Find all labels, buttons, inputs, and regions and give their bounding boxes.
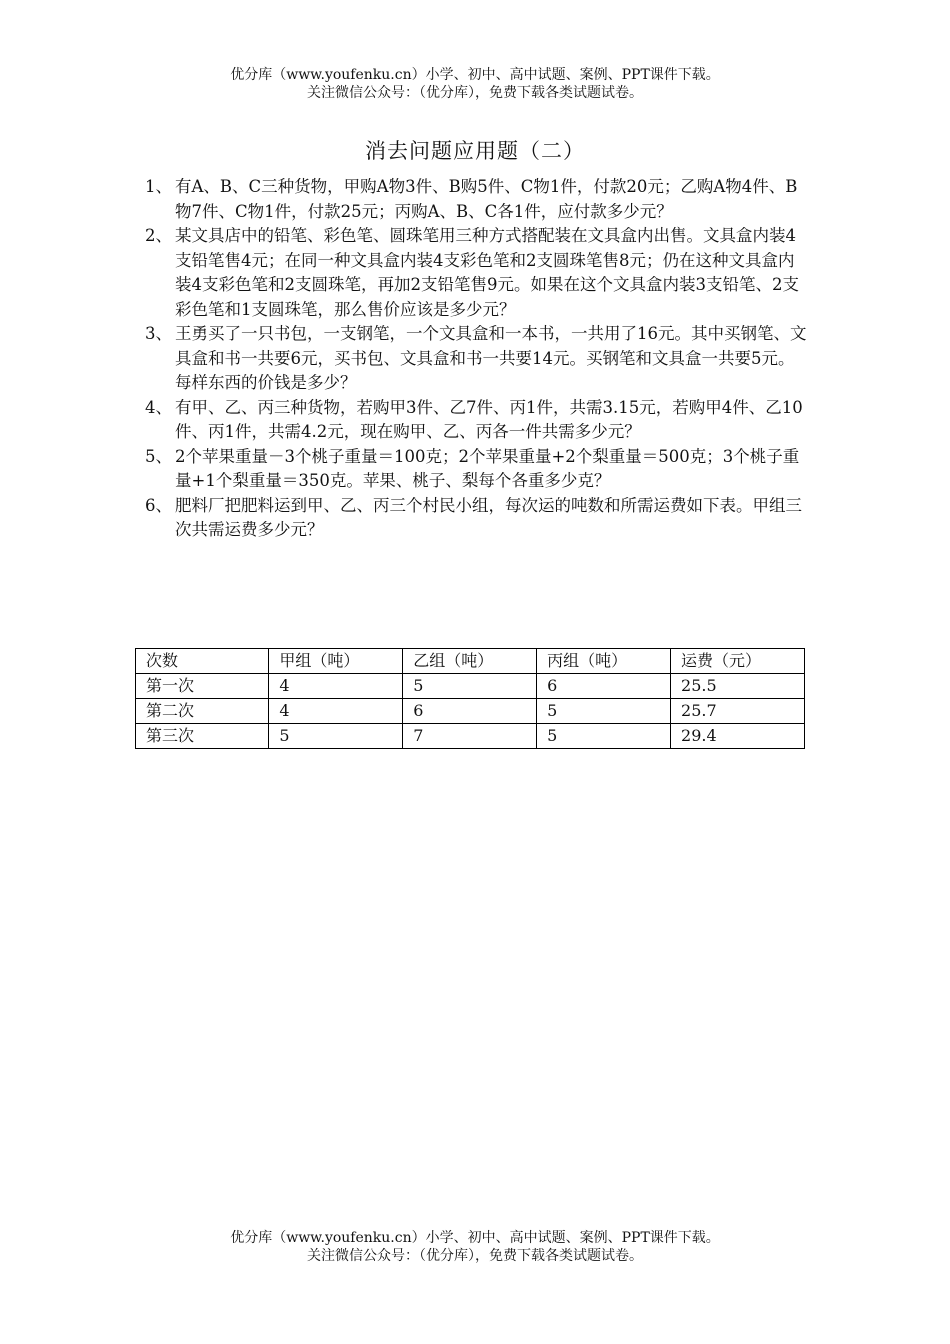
table-cell: 6: [537, 674, 671, 699]
table-cell: 第一次: [136, 674, 269, 699]
problem-text: 某文具店中的铅笔、彩色笔、圆珠笔用三种方式搭配装在文具盒内出售。文具盒内装4支铅笔售4元；在同一种文具盒内装4支彩色笔和2支圆珠笔售8元；仍在这种文具盒内装4支彩色笔和2支圆珠笔，再加2支铅笔售9元。如果在这个文具盒内装3支铅笔、2支彩色笔和1支圆珠笔，那么售价应该是多少元？: [175, 226, 799, 319]
problem-text: 有甲、乙、丙三种货物，若购甲3件、乙7件、丙1件，共需3.15元，若购甲4件、乙10件、丙1件，共需4.2元，现在购甲、乙、丙各一件共需多少元？: [175, 397, 803, 441]
table-header-cell: 甲组（吨）: [269, 649, 403, 674]
freight-table: [135, 648, 805, 749]
table-cell: 29.4: [671, 724, 805, 749]
table-cell: 5: [537, 724, 671, 749]
table-header-cell: 次数: [136, 649, 269, 674]
table-cell: 4: [269, 699, 403, 724]
problem-5: [145, 445, 809, 494]
table-cell: 第二次: [136, 699, 269, 724]
problem-1: [145, 175, 809, 224]
problem-3: [145, 322, 809, 396]
problem-text: 有A、B、C三种货物，甲购A物3件、B购5件、C物1件，付款20元；乙购A物4件、B物7件、C物1件，付款25元；丙购A、B、C各1件，应付款多少元？: [175, 177, 798, 221]
problem-text: 2个苹果重量－3个桃子重量＝100克；2个苹果重量+2个梨重量＝500克；3个桃子重量+1个梨重量＝350克。苹果、桃子、梨每个各重多少克？: [175, 446, 800, 490]
table-header-row: [136, 649, 805, 674]
problem-text: 王勇买了一只书包，一支钢笔，一个文具盒和一本书，一共用了16元。其中买钢笔、文具盒和书一共要6元，买书包、文具盒和书一共要14元。买钢笔和文具盒一共要5元。每样东西的价钱是多少？: [175, 324, 807, 392]
problem-number: 4、: [145, 397, 172, 417]
table-cell: 6: [403, 699, 537, 724]
table-cell: 4: [269, 674, 403, 699]
problem-4: [145, 396, 809, 445]
table-cell: 5: [537, 699, 671, 724]
problem-number: 3、: [145, 324, 172, 343]
page-footer: [0, 1229, 950, 1265]
problem-6: [145, 494, 809, 543]
table-cell: 5: [269, 724, 403, 749]
table-header-cell: 丙组（吨）: [537, 649, 671, 674]
footer-line-2: 关注微信公众号：（优分库），免费下载各类试题试卷。: [307, 1248, 643, 1264]
page-header: [0, 66, 950, 102]
table-cell: 25.7: [671, 699, 805, 724]
problem-number: 5、: [145, 446, 172, 466]
problem-2: [145, 224, 809, 322]
page-title: 消去问题应用题（二）: [365, 139, 585, 163]
table-header-cell: 运费（元）: [671, 649, 805, 674]
table-cell: 第三次: [136, 724, 269, 749]
table-row: [136, 699, 805, 724]
problem-number: 6、: [145, 495, 172, 515]
problem-number: 1、: [145, 177, 172, 196]
problem-number: 2、: [145, 226, 172, 245]
table-header-cell: 乙组（吨）: [403, 649, 537, 674]
table-cell: 7: [403, 724, 537, 749]
header-line-1: 优分库（www.youfenku.cn）小学、初中、高中试题、案例、PPT课件下载。: [230, 67, 720, 83]
table-cell: 5: [403, 674, 537, 699]
problem-text: 肥料厂把肥料运到甲、乙、丙三个村民小组，每次运的吨数和所需运费如下表。甲组三次共需运费多少元？: [175, 495, 802, 539]
table-cell: 25.5: [671, 674, 805, 699]
table-row: [136, 674, 805, 699]
table-row: [136, 724, 805, 749]
problem-list: [145, 175, 809, 543]
header-line-2: 关注微信公众号：（优分库），免费下载各类试题试卷。: [307, 85, 643, 101]
footer-line-1: 优分库（www.youfenku.cn）小学、初中、高中试题、案例、PPT课件下载。: [230, 1230, 720, 1246]
